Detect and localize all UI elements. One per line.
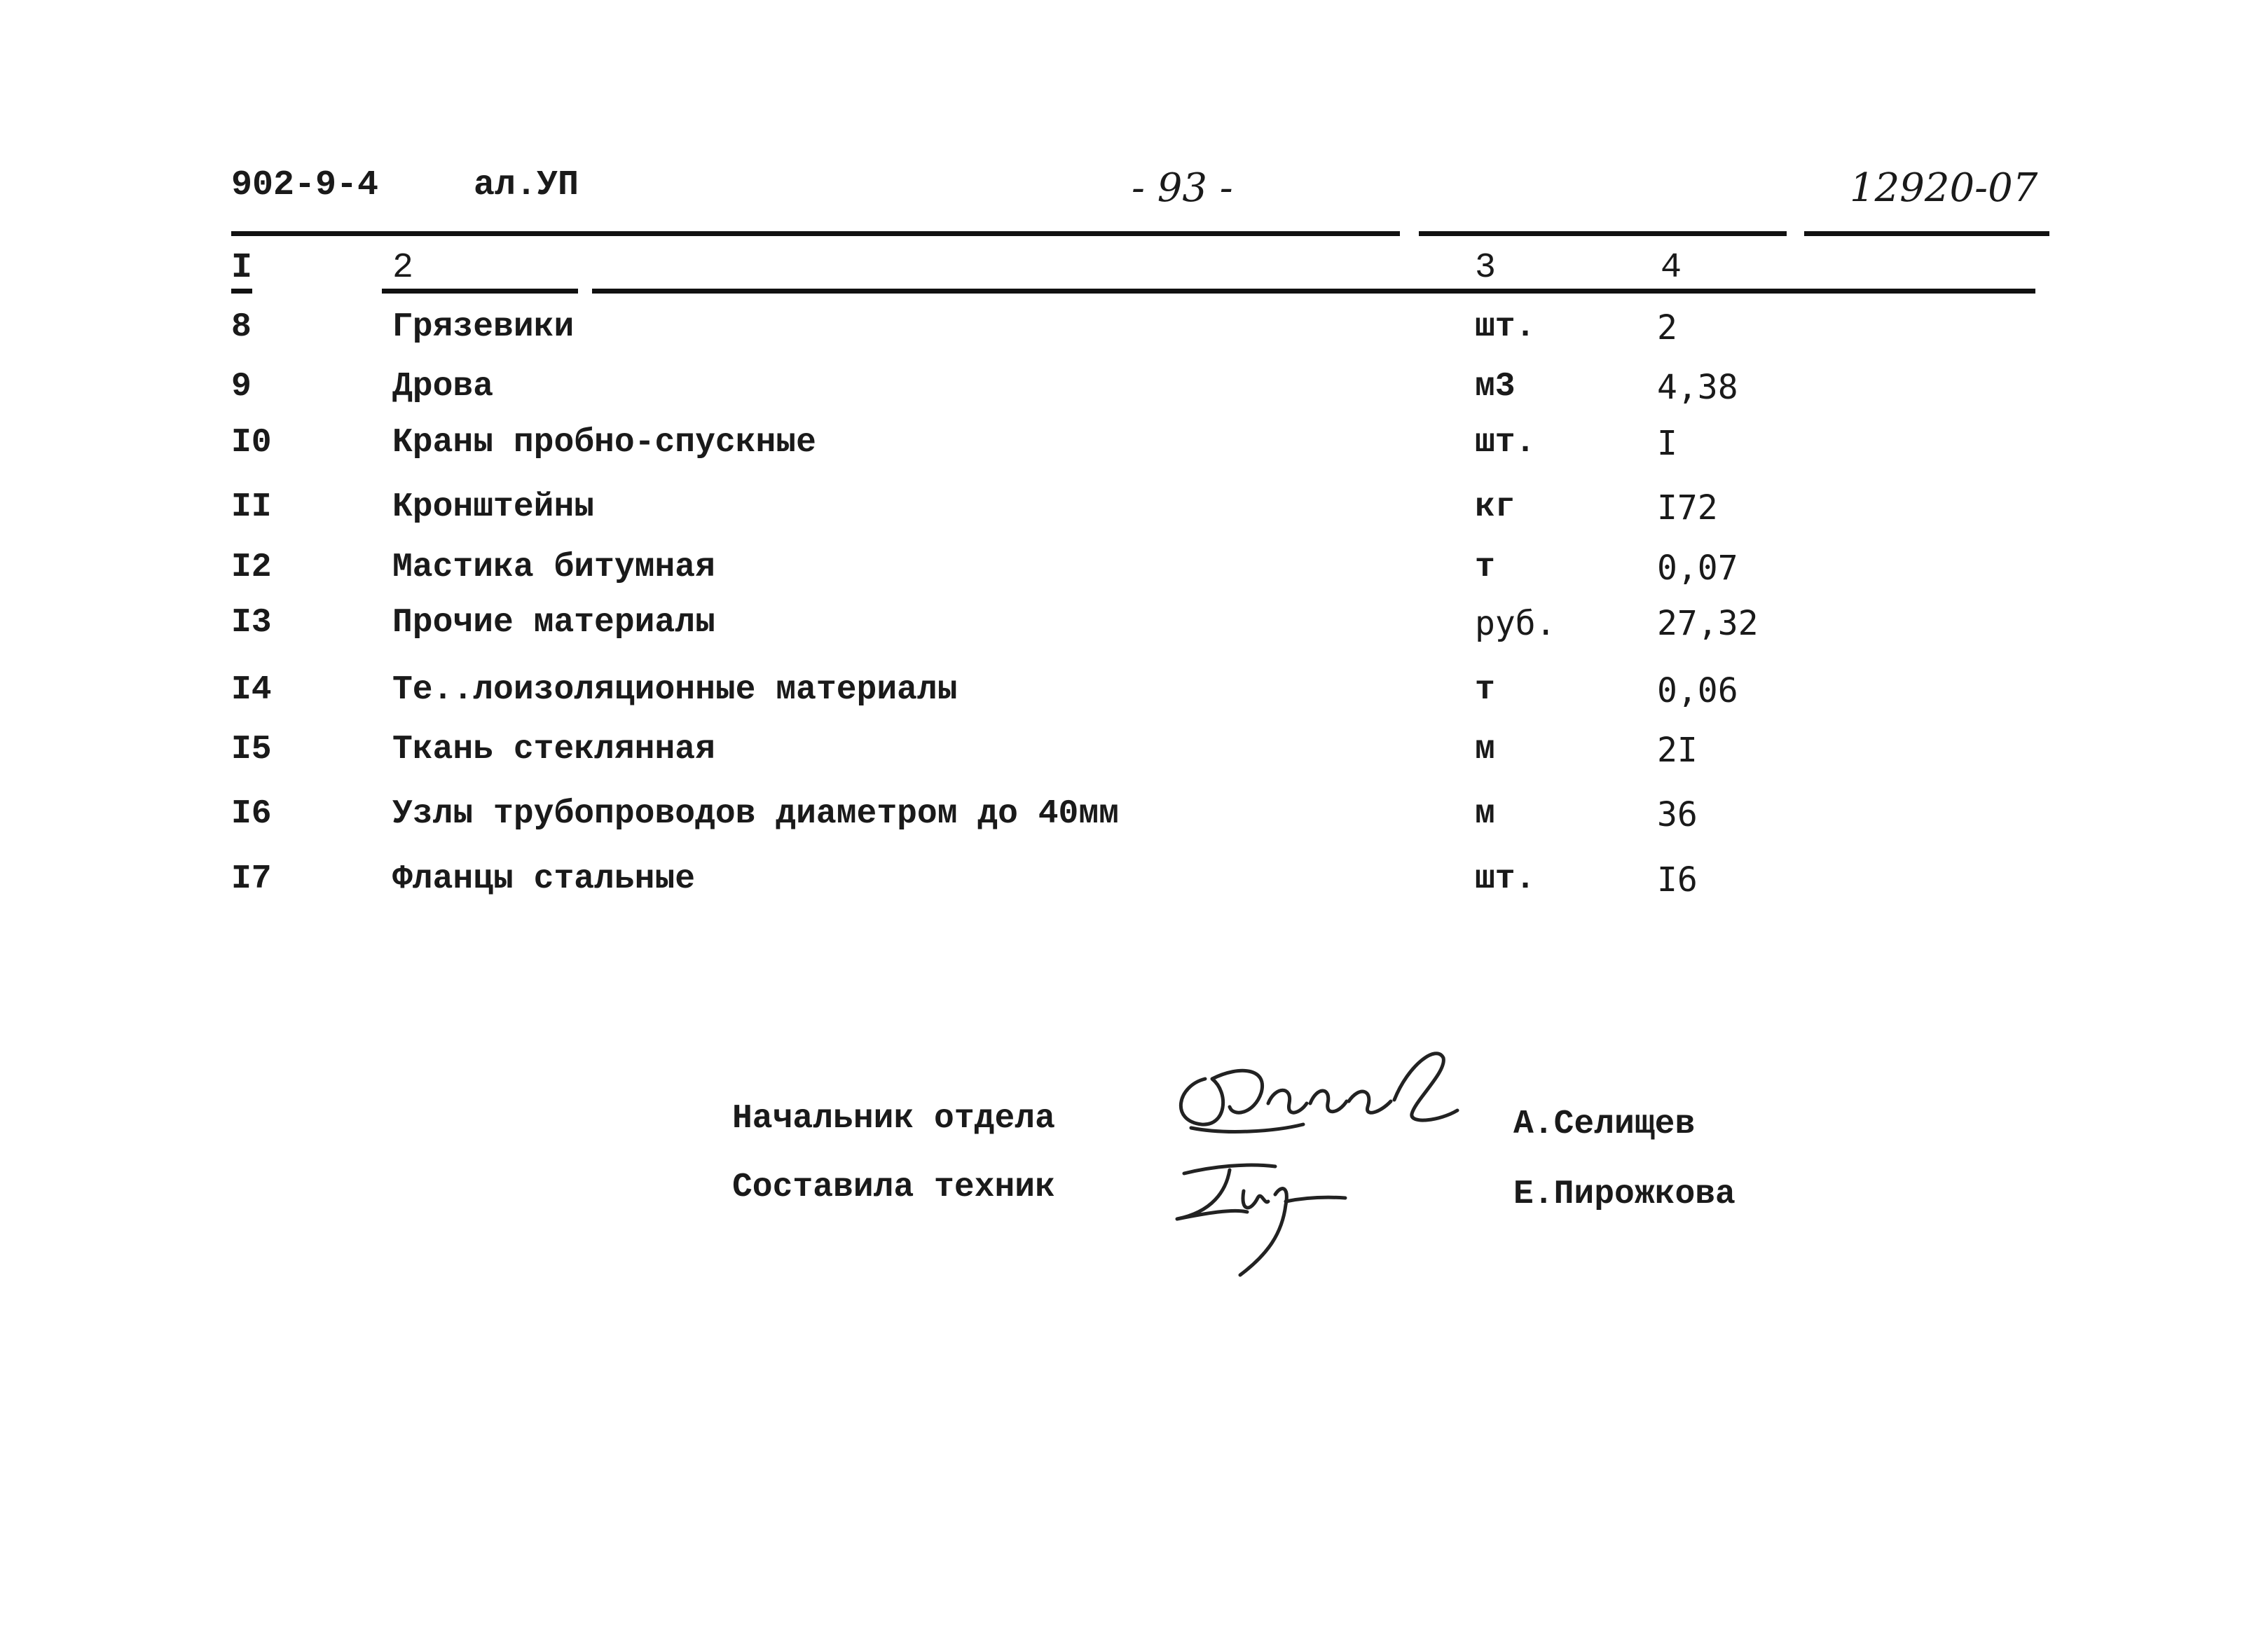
row-qty: 0,06 — [1657, 671, 1738, 710]
signature-role-technician: Составила техник — [732, 1169, 1055, 1206]
row-number: I7 — [231, 860, 272, 898]
table-row — [0, 731, 2268, 780]
row-name: Фланцы стальные — [392, 860, 696, 898]
row-unit: кг — [1475, 488, 1516, 526]
row-number: I5 — [231, 731, 272, 769]
row-number: I0 — [231, 424, 272, 462]
row-number: I3 — [231, 604, 272, 642]
row-name: Краны пробно-спускные — [392, 424, 816, 462]
signature-handwritten-head — [1163, 1037, 1527, 1149]
row-unit: т — [1475, 671, 1495, 709]
row-qty: I — [1657, 424, 1677, 463]
row-unit: шт. — [1475, 860, 1536, 898]
row-number: I2 — [231, 549, 272, 586]
row-qty: 2 — [1657, 308, 1677, 347]
row-name: Ткань стеклянная — [392, 731, 715, 769]
table-row — [0, 488, 2268, 537]
row-qty: 2I — [1657, 731, 1698, 770]
row-qty: 36 — [1657, 795, 1698, 834]
column-number-4: 4 — [1661, 248, 1682, 288]
table-row — [0, 604, 2268, 653]
column-number-2: 2 — [392, 248, 414, 288]
row-number: I6 — [231, 795, 272, 833]
page-number: - 93 - — [1132, 165, 1233, 211]
row-unit: шт. — [1475, 308, 1536, 346]
header-rule-3 — [1804, 231, 2049, 236]
table-row — [0, 860, 2268, 909]
row-qty: I72 — [1657, 488, 1718, 528]
header-rule-1 — [231, 231, 1400, 236]
album-label: ал.УП — [474, 165, 579, 205]
row-name: Кронштейны — [392, 488, 595, 526]
colnum-rule-3 — [592, 289, 2035, 294]
column-number-3: 3 — [1475, 248, 1497, 288]
row-name: Узлы трубопроводов диаметром до 40мм — [392, 795, 1119, 833]
row-number: 9 — [231, 368, 252, 406]
row-number: I4 — [231, 671, 272, 709]
header-rule-2 — [1419, 231, 1787, 236]
signature-name-technician: Е.Пирожкова — [1513, 1176, 1736, 1213]
row-name: Дрова — [392, 368, 494, 406]
doc-code: 12920-07 — [1850, 165, 2038, 211]
colnum-rule-1 — [231, 289, 252, 294]
table-row — [0, 671, 2268, 720]
row-name: Те..лоизоляционные материалы — [392, 671, 958, 709]
table-row — [0, 308, 2268, 357]
row-unit: шт. — [1475, 424, 1536, 462]
row-unit: руб. — [1475, 604, 1556, 643]
doc-number: 902-9-4 — [231, 165, 379, 205]
table-row — [0, 795, 2268, 844]
row-number: 8 — [231, 308, 252, 346]
row-qty: 0,07 — [1657, 549, 1738, 588]
row-name: Мастика битумная — [392, 549, 715, 586]
signature-name-head: А.Селищев — [1513, 1105, 1696, 1143]
table-row — [0, 368, 2268, 417]
signature-handwritten-technician — [1163, 1135, 1373, 1275]
row-qty: 4,38 — [1657, 368, 1738, 407]
row-name: Прочие материалы — [392, 604, 715, 642]
row-number: II — [231, 488, 272, 526]
table-row — [0, 424, 2268, 473]
row-qty: 27,32 — [1657, 604, 1759, 643]
column-number-1: I — [231, 248, 253, 288]
colnum-rule-2 — [382, 289, 578, 294]
row-unit: т — [1475, 549, 1495, 586]
row-unit: м — [1475, 795, 1495, 833]
row-unit: м — [1475, 731, 1495, 769]
row-unit: м3 — [1475, 368, 1516, 406]
signature-role-head: Начальник отдела — [732, 1100, 1055, 1138]
row-name: Грязевики — [392, 308, 575, 346]
row-qty: I6 — [1657, 860, 1698, 900]
table-row — [0, 549, 2268, 598]
